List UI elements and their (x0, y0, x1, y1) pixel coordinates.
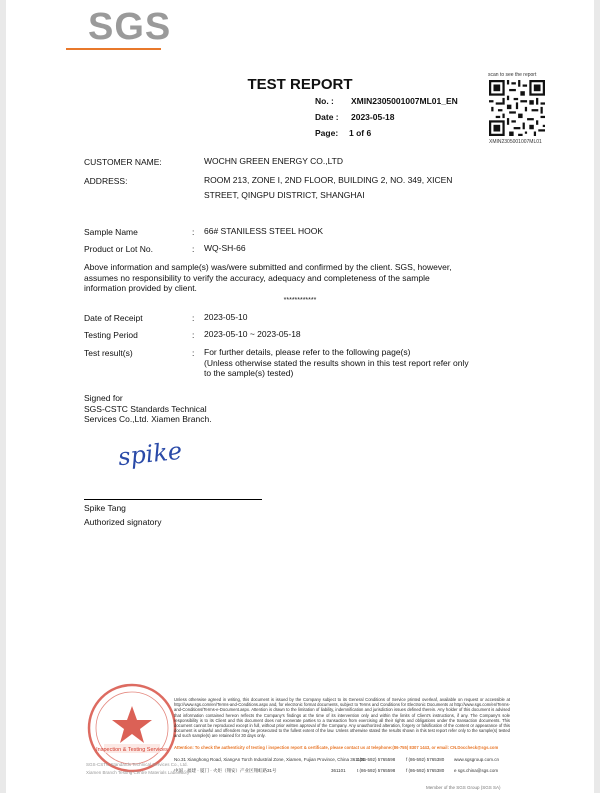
page-title: TEST REPORT (247, 76, 353, 93)
customer-name-label: CUSTOMER NAME: (84, 157, 162, 167)
fax-1: f (86-592) 5765380 (406, 757, 445, 762)
disclaimer-line-2: assumes no responsibility to verify the accuracy, adequacy and completeness of the sample (84, 272, 430, 283)
address-cn: 中国 · 福建 · 厦门 · 火炬（翔安）产业区翔虹路31号 (174, 768, 277, 773)
phone-1: t (86-592) 5765598 (357, 757, 396, 762)
address-en: No.31 Xianghong Road, XiangAn Torch Industrial Zone, Xiamen, Fujian Province, China 361101 (174, 757, 365, 762)
signing-org-line-2: Services Co.,Ltd. Xiamen Branch. (84, 414, 212, 424)
phone-2: t (86-592) 5765598 (357, 768, 396, 773)
report-page (6, 0, 594, 793)
address-label: ADDRESS: (84, 176, 128, 186)
result-label: Test result(s) (84, 348, 133, 358)
disclaimer-line-1: Above information and sample(s) was/were submitted and confirmed by the client. SGS, however, (84, 262, 452, 272)
signatory-name: Spike Tang (84, 503, 126, 513)
period-value: 2023-05-10 ~ 2023-05-18 (204, 329, 301, 339)
signed-for-block (84, 393, 212, 425)
disclaimer-line-3: information provided by client. (84, 283, 197, 293)
result-colon: : (192, 348, 195, 358)
sample-name-colon: : (192, 227, 195, 237)
signatory-role: Authorized signatory (84, 517, 162, 527)
qr-caption-bottom: XMIN2305001007ML01 (489, 139, 542, 145)
address-line-2: STREET, QINGPU DISTRICT, SHANGHAI (204, 190, 365, 200)
address-line-1: ROOM 213, ZONE I, 2ND FLOOR, BUILDING 2, NO. 349, XICEN (204, 175, 453, 185)
handwritten-signature: spike (116, 436, 184, 472)
period-label: Testing Period (84, 330, 138, 340)
receipt-colon: : (192, 313, 195, 323)
signature-line (84, 499, 262, 500)
result-line-3: to the sample(s) tested) (204, 368, 294, 378)
website[interactable]: www.sgsgroup.com.cn (454, 757, 500, 762)
report-no-value: XMIN2305001007ML01_EN (351, 96, 458, 106)
report-page-label: Page: (315, 128, 339, 138)
period-colon: : (192, 330, 195, 340)
fax-2: f (86-592) 5765380 (406, 768, 445, 773)
authenticity-attention: Attention: To check the authenticity of testing / inspection report & certificate, please contact us at telephone:(86-755) 8307 1443, or email: CN.Doccheck@sgs.com (174, 745, 499, 750)
signed-for: Signed for (84, 393, 123, 403)
zip-code: 361101 (331, 768, 346, 773)
stamp-caption: SGS-CSTC Standards Technical Services Co., Ltd. (86, 762, 188, 767)
disclaimer (84, 262, 524, 294)
receipt-label: Date of Receipt (84, 313, 143, 323)
separator-stars: ************ (283, 297, 317, 304)
report-page-value: 1 of 6 (349, 128, 372, 138)
result-line-1: For further details, please refer to the following page(s) (204, 347, 411, 357)
lot-label: Product or Lot No. (84, 244, 153, 254)
lot-colon: : (192, 244, 195, 254)
sample-name-value: 66# STANILESS STEEL HOOK (204, 226, 324, 236)
logo-underline (66, 48, 161, 50)
qr-code-icon[interactable] (489, 80, 545, 136)
sample-name-label: Sample Name (84, 227, 138, 237)
email[interactable]: e sgs.china@sgs.com (454, 768, 499, 773)
signing-org-line-1: SGS-CSTC Standards Technical (84, 403, 207, 414)
sgs-logo: SGS (88, 6, 172, 48)
report-date-value: 2023-05-18 (351, 112, 395, 122)
terms-fine-print: Unless otherwise agreed in writing, this document is issued by the Company subject to its General Conditions of Service printed overleaf, available on request or accessible at http://www.sgs.com/en/Terms-and-Conditions.aspx and, for electronic format documents, subject to Terms and Conditions for Electronic Documents at http://www.sgs.com/en/Terms-and-Conditions/Terms-e-Document.aspx. Attention is drawn to the limitation of liability, indemnification and jurisdiction issues defined therein. Any holder of this document is advised that information contained hereon reflects the Company's findings at the time of its intervention only and within the limits of Client's instructions, if any. The Company's sole responsibility is to its Client and this document does not exonerate parties to a transaction from exercising all their rights and obligations under the transaction documents. This document cannot be reproduced except in full, without prior written approval of the Company. Any unauthorized alteration, forgery or falsification of the content or appearance of this document is unlawful and offenders may be prosecuted to the fullest extent of the law. Unless otherwise stated the results shown in this test report refer only to the sample(s) tested and such sample(s) are retained for 30 days only. (174, 697, 510, 739)
lot-value: WQ-SH-66 (204, 243, 246, 253)
stamp-label: Inspection & Testing Services (96, 747, 168, 753)
qr-caption-top: scan to see the report (488, 72, 537, 78)
customer-name-value: WOCHN GREEN ENERGY CO.,LTD (204, 156, 344, 166)
receipt-value: 2023-05-10 (204, 312, 248, 322)
member-note: Member of the SGS Group (SGS SA) (426, 785, 501, 790)
result-line-2: (Unless otherwise stated the results shown in this test report refer only (204, 357, 469, 368)
company-seal-icon (86, 682, 178, 774)
result-text (204, 347, 524, 379)
report-no-label: No. : (315, 96, 334, 106)
report-date-label: Date : (315, 112, 339, 122)
lab-caption: Xiamen Branch Testing Centre Materials Laboratory (86, 770, 190, 775)
